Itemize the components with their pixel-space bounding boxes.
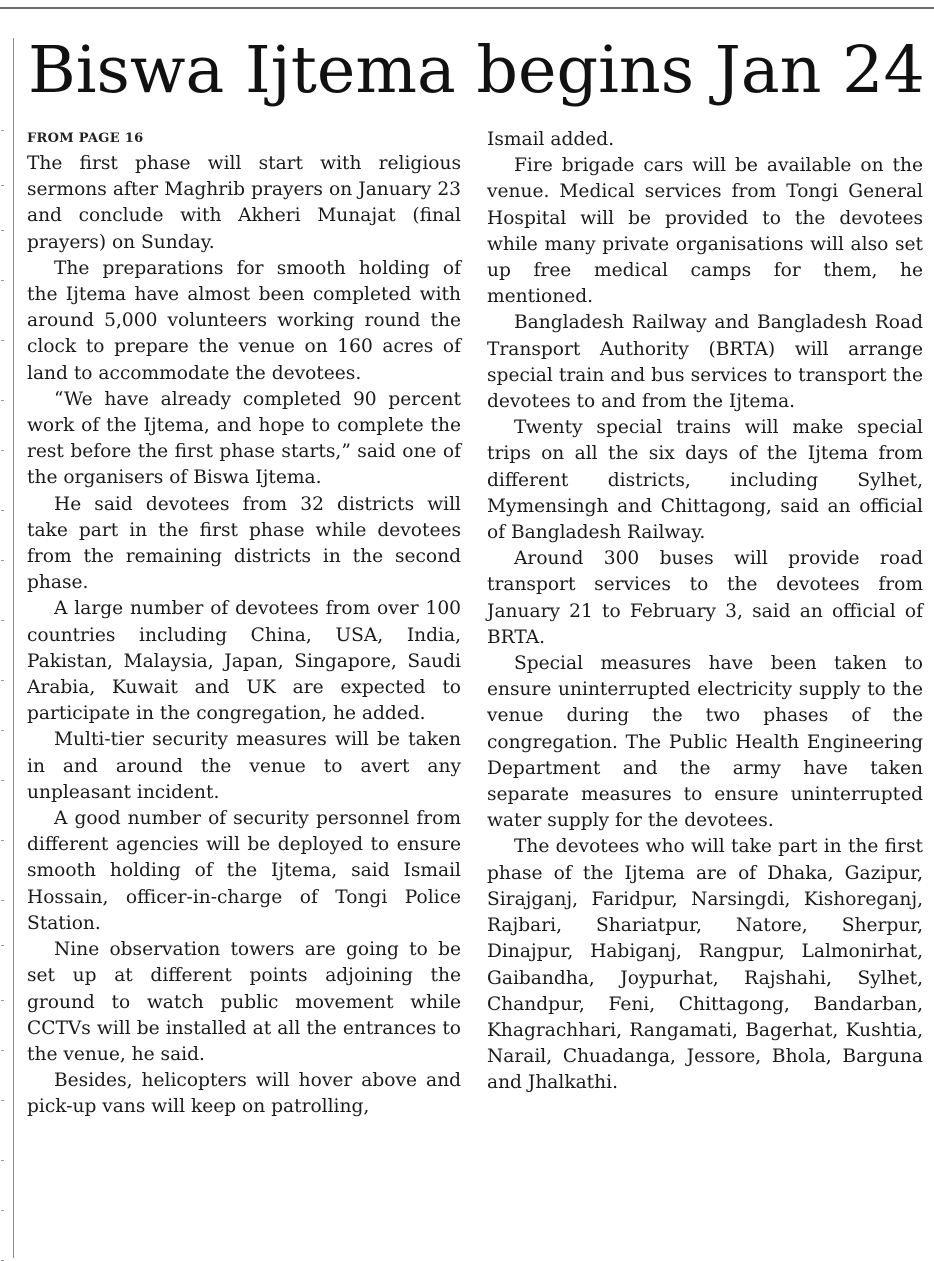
paragraph: Multi-tier security measures will be taken in and around the venue to avert any unpleasant incident. <box>27 729 461 803</box>
margin-tick <box>1 1160 4 1161</box>
paragraph: Besides, helicopters will hover above and pick-up vans will keep on patrolling, <box>27 1070 461 1118</box>
paragraph: A large number of devotees from over 100 countries including China, USA, India, Pakistan, Malaysia, Japan, Singapore, Saudi Arabia, Kuwait and UK are expected to participate in the congregation, he added. <box>27 598 461 725</box>
margin-tick <box>1 1100 4 1101</box>
right-column <box>487 127 923 1097</box>
margin-marks <box>0 40 6 1258</box>
paragraph: Twenty special trains will make special trips on all the six days of the Ijtema from different districts, including Sylhet, Mymensingh and Chittagong, said an official of Bangladesh Railway. <box>487 417 923 544</box>
paragraph: He said devotees from 32 districts will take part in the first phase while devotees from the remaining districts in the second phase. <box>27 493 461 594</box>
margin-tick <box>1 900 4 901</box>
margin-tick <box>1 730 4 731</box>
paragraph: Around 300 buses will provide road transport services to the devotees from January 21 to February 3, said an official of BRTA. <box>487 548 923 648</box>
margin-tick <box>1 340 4 341</box>
margin-tick <box>1 945 4 946</box>
headline: Biswa Ijtema begins Jan 24 <box>28 33 925 108</box>
margin-tick <box>1 780 4 781</box>
margin-tick <box>1 185 4 186</box>
margin-tick <box>1 400 4 401</box>
top-rule <box>0 7 934 9</box>
margin-tick <box>1 230 4 231</box>
margin-tick <box>1 1000 4 1001</box>
margin-tick <box>1 510 4 511</box>
margin-tick <box>1 560 4 561</box>
margin-tick <box>1 840 4 841</box>
paragraph: The first phase will start with religious sermons after Maghrib prayers on January 23 and conclude with Akheri Munajat (final prayers) on Sunday. <box>27 153 461 253</box>
jump-line: FROM PAGE 16 <box>27 131 144 146</box>
paragraph: Bangladesh Railway and Bangladesh Road Transport Authority (BRTA) will arrange special train and bus services to transport the devotees to and from the Ijtema. <box>487 312 923 413</box>
margin-tick <box>1 620 4 621</box>
left-column <box>27 127 461 1121</box>
paragraph-continuation: Ismail added. <box>487 129 615 150</box>
column-rule <box>13 38 14 1258</box>
margin-tick <box>1 1050 4 1051</box>
paragraph: “We have already completed 90 percent work of the Ijtema, and hope to complete the rest before the first phase starts,” said one of the organisers of Biswa Ijtema. <box>27 388 461 489</box>
paragraph: The preparations for smooth holding of the Ijtema have almost been completed with around 5,000 volunteers working round the clock to prepare the venue on 160 acres of land to accommodate the devotees. <box>27 257 461 384</box>
paragraph: Fire brigade cars will be available on the venue. Medical services from Tongi General Hospital will be provided to the devotees while many private organisations will also set up free medical camps for them, he mentioned. <box>487 155 923 308</box>
margin-tick <box>1 450 4 451</box>
paragraph: A good number of security personnel from different agencies will be deployed to ensure smooth holding of the Ijtema, said Ismail Hossain, officer-in-charge of Tongi Police Station. <box>27 808 461 934</box>
paragraph: The devotees who will take part in the first phase of the Ijtema are of Dhaka, Gazipur, Sirajganj, Faridpur, Narsingdi, Kishoreganj, Rajbari, Shariatpur, Natore, Sherpur, Dinajpur, Habiganj, Rangpur, Lalmonirhat, Gaibandha, Joypurhat, Rajshahi, Sylhet, Chandpur, Feni, Chittagong, Bandarban, Khagrachhari, Rangamati, Bagerhat, Kushtia, Narail, Chuadanga, Jessore, Bhola, Barguna and Jhalkathi. <box>487 836 923 1094</box>
paragraph: Special measures have been taken to ensure uninterrupted electricity supply to the venue during the two phases of the congregation. The Public Health Engineering Department and the army have taken separate measures to ensure uninterrupted water supply for the devotees. <box>487 653 923 832</box>
margin-tick <box>1 1210 4 1211</box>
margin-tick <box>1 130 4 131</box>
paragraph: Nine observation towers are going to be set up at different points adjoining the ground to watch public movement while CCTVs will be installed at all the entrances to the venue, he said. <box>27 939 461 1065</box>
margin-tick <box>1 680 4 681</box>
margin-tick <box>1 280 4 281</box>
